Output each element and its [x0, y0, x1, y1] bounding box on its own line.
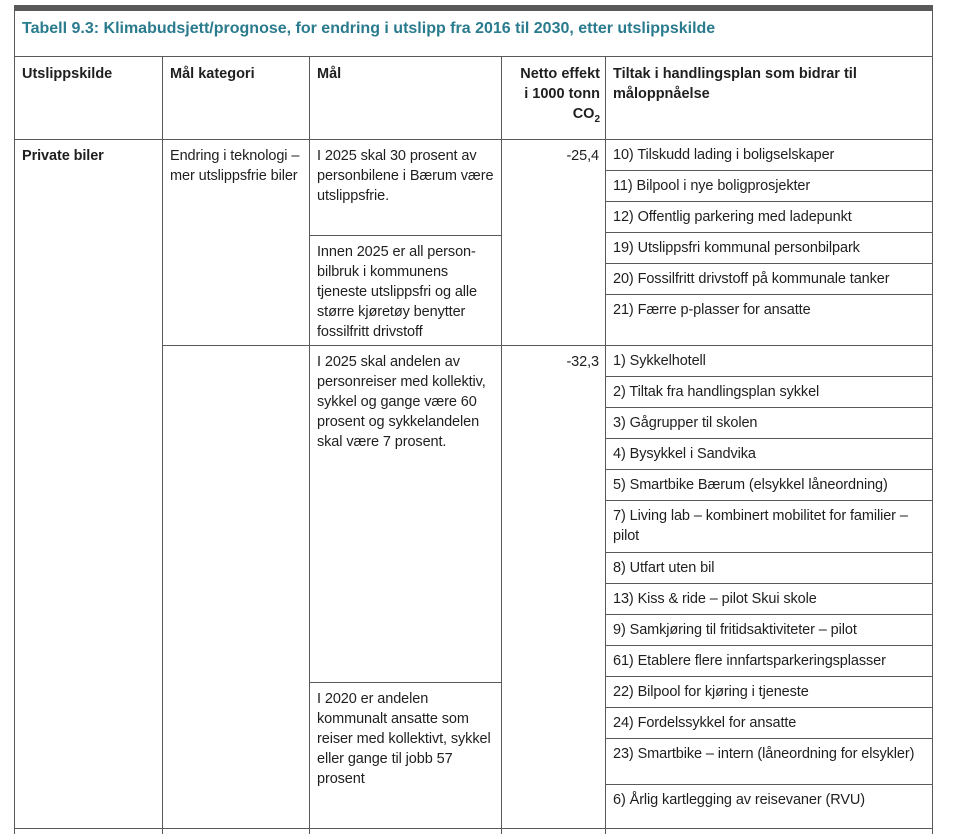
- column-tiltak: [606, 140, 932, 828]
- tiltak-row: 13) Kiss & ride – pilot Skui skole: [606, 584, 932, 615]
- tiltak-row: 1) Sykkelhotell: [606, 346, 932, 377]
- table-wrapper: [14, 5, 933, 834]
- netto-header-line2: i 1000 tonn: [524, 86, 600, 102]
- cutoff-cell: [15, 829, 163, 834]
- tiltak-row: 20) Fossilfritt drivstoff på kommunale tanker: [606, 264, 932, 295]
- tiltak-row: 21) Færre p-plasser for ansatte: [606, 295, 932, 346]
- column-netto-effekt: [502, 140, 606, 828]
- tiltak-row: 23) Smartbike – intern (låneordning for elsykler): [606, 739, 932, 785]
- column-header-mal: Mål: [310, 57, 502, 139]
- mal-cell-2: Innen 2025 er all person-bilbruk i kommunens tjeneste utslippsfri og alle større kjøretøy benytter fossilfritt drivstoff: [310, 236, 501, 346]
- tiltak-row: 5) Smartbike Bærum (elsykkel låneordning): [606, 470, 932, 501]
- column-header-tiltak: Tiltak i handlingsplan som bidrar til måloppnåelse: [613, 66, 857, 102]
- cutoff-cell: [163, 829, 310, 834]
- tiltak-row: 61) Etablere flere innfartsparkeringsplasser: [606, 646, 932, 677]
- column-utslippskilde: [15, 140, 163, 828]
- netto-header-unit: $CO_2$: [572, 106, 600, 125]
- netto-value-2: -32,3: [566, 354, 599, 370]
- tiltak-row: 7) Living lab – kombinert mobilitet for familier – pilot: [606, 501, 932, 553]
- netto-header-line1: Netto effekt: [520, 66, 600, 82]
- tiltak-row: 10) Tilskudd lading i boligselskaper: [606, 140, 932, 171]
- table-body-row: [15, 140, 932, 829]
- tiltak-row: 9) Samkjøring til fritidsaktiviteter – pilot: [606, 615, 932, 646]
- mal-cell-1: I 2025 skal 30 prosent av personbilene i Bærum være utslippsfrie.: [310, 140, 501, 236]
- tiltak-row: 22) Bilpool for kjøring i tjeneste: [606, 677, 932, 708]
- column-header-utslippskilde: Utslippskilde: [15, 57, 163, 139]
- tiltak-row: 8) Utfart uten bil: [606, 553, 932, 584]
- table-header-row: [15, 57, 932, 140]
- tiltak-row: 2) Tiltak fra handlingsplan sykkel: [606, 377, 932, 408]
- column-header-netto-effekt: [502, 57, 606, 139]
- tiltak-row: 19) Utslippsfri kommunal personbilpark: [606, 233, 932, 264]
- tiltak-row: 6) Årlig kartlegging av reisevaner (RVU): [613, 792, 866, 808]
- cutoff-cell: [310, 829, 502, 834]
- column-header-mal-kategori: Mål kategori: [163, 57, 310, 139]
- tiltak-row: 3) Gågrupper til skolen: [606, 408, 932, 439]
- column-mal-kategori: [163, 140, 310, 828]
- mal-kategori-cell-1: Endring i teknologi – mer utslippsfrie biler: [163, 140, 309, 346]
- tiltak-row: 24) Fordelssykkel for ansatte: [606, 708, 932, 739]
- table-title: Tabell 9.3: Klimabudsjett/prognose, for endring i utslipp fra 2016 til 2030, etter utslippskilde: [15, 11, 932, 57]
- tiltak-row: 12) Offentlig parkering med ladepunkt: [606, 202, 932, 233]
- column-mal: [310, 140, 502, 828]
- utslippskilde-cell: Private biler: [22, 148, 104, 164]
- mal-cell-3: I 2025 skal andelen av personreiser med kollektiv, sykkel og gange være 60 prosent og sykkelandelen skal være 7 prosent.: [310, 346, 501, 683]
- cutoff-cell: [606, 829, 932, 834]
- tiltak-row: 4) Bysykkel i Sandvika: [606, 439, 932, 470]
- table: [14, 11, 933, 834]
- table-next-row-cutoff: [15, 829, 932, 834]
- tiltak-row: 11) Bilpool i nye boligprosjekter: [606, 171, 932, 202]
- netto-value-1: -25,4: [502, 140, 605, 346]
- mal-kategori-cell-2: [163, 346, 309, 828]
- cutoff-cell: [502, 829, 606, 834]
- mal-cell-4: I 2020 er andelen kommunalt ansatte som reiser med kollektivt, sykkel eller gange til jobb 57 prosent: [317, 691, 491, 787]
